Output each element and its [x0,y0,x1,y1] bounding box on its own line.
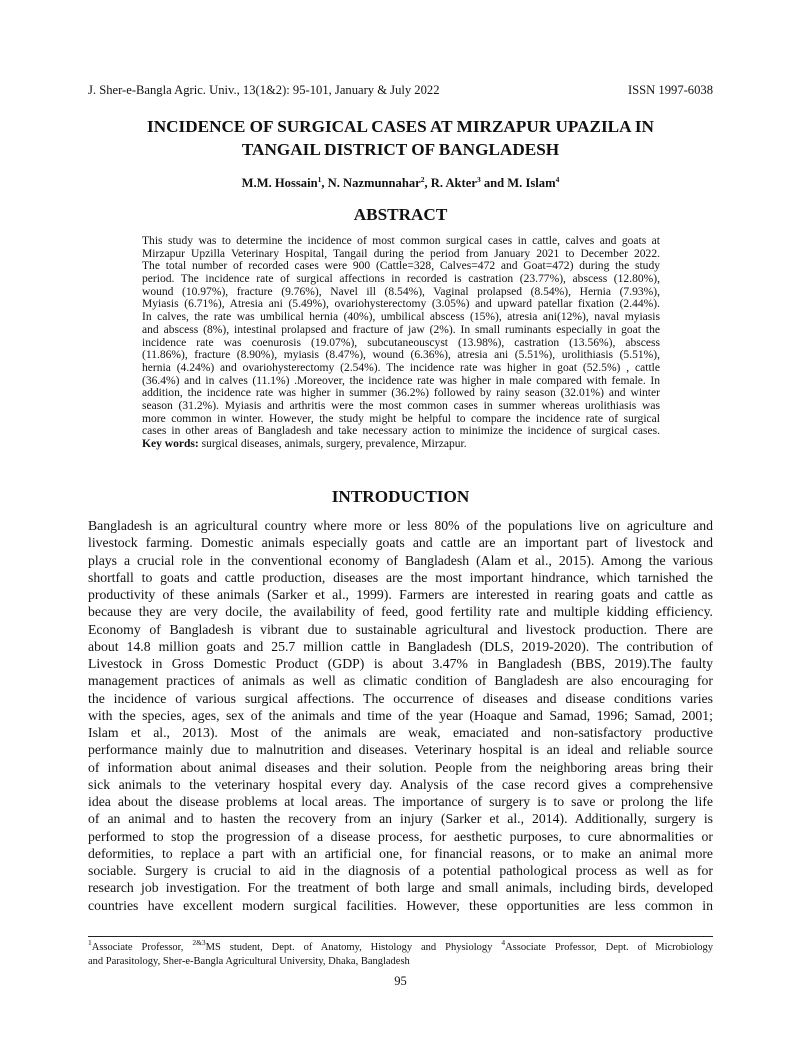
introduction-line: livestock farming. Domestic animals especially goats and cattle are an important part of livestock and [88,535,713,551]
introduction-line: research job investigation. For the treatment of both large and small animals, including birds, developed [88,880,713,896]
abstract-line: wound (10.97%), fracture (9.76%), Navel ill (8.54%), Vaginal prolapsed (8.54%), Hernia (7.93%), [142,285,660,298]
footnote-text: MS student, Dept. of Anatomy, Histology and Physiology [205,942,502,953]
author-affiliation-mark: 2 [420,175,425,184]
abstract-line: The total number of recorded cases were 900 (Cattle=328, Calves=472 and Goat=472) during the study [142,260,660,273]
abstract-line: addition, the incidence rate was higher in summer (36.2%) followed by rainy season (32.01%) and winter [142,387,660,400]
abstract-line: (36.4%) and in calves (11.1%) .Moreover, the incidence rate was higher in male compared with female. In [142,374,660,387]
introduction-line: the incidence of various surgical affections. The occurrence of diseases and disease conditions varies [88,690,713,706]
issn-label: ISSN 1997-6038 [627,83,713,97]
keywords-line [142,438,660,451]
footnote-text: Associate Professor, [91,942,193,953]
abstract-line: hernia (4.24%) and ovariohysterectomy (2.54%). The incidence rate was higher in goat (52.5%) , cattle [142,361,660,374]
introduction-line: countries have excellent modern surgical facilities. However, these opportunities are less common in [88,897,713,913]
footnote-text: Associate Professor, Dept. of Microbiology [505,942,714,953]
abstract-heading: ABSTRACT [353,205,448,224]
introduction-line: Bangladesh is an agricultural country where more or less 80% of the populations live on agriculture and [88,518,713,533]
introduction-line: idea about the disease problems at local areas. The importance of surgery is to save or prolong the life [88,794,713,809]
introduction-line: productivity of these animals (Sarker et al., 1999). Farmers are interested in rearing goats and cattle as [88,587,713,602]
footnote-line-2: and Parasitology, Sher-e-Bangla Agricultural University, Dhaka, Bangladesh [88,955,410,967]
abstract-line: cases in other areas of Bangladesh and take necessary action to minimize the incidence of surgical cases. [142,425,660,438]
abstract-line: incidence rate was coenurosis (19.07%), subcutaneouscyst (13.98%), castration (13.56%), abscess [142,336,660,349]
introduction-line: sociable. Surgery is crucial to aid in the diagnosis of a potential pathological process as well as for [88,863,713,878]
title-line-1: INCIDENCE OF SURGICAL CASES AT MIRZAPUR UPAZILA IN [147,117,654,136]
affiliation-mark: 2&3 [192,938,206,947]
introduction-line: shortfall to goats and cattle production, diseases are the most important hindrance, which tarnished the [88,569,713,585]
author-separator: , [424,176,431,190]
author-name: M.M. Hossain [241,176,318,190]
affiliation-footnote [88,938,714,968]
introduction-line: of an animal and to hasten the recovery from an injury (Sarker et al., 2014). Additionally, surgery is [88,811,713,827]
abstract-line: This study was to determine the incidence of most common surgical cases in cattle, calves and goats at [142,235,660,247]
abstract-line: and abscess (8%), intestinal prolapsed and fracture of jaw (2%). In small ruminants especially in goat the [142,323,660,336]
paper-title [88,115,713,161]
affiliation-mark: 1 [88,938,92,947]
author-affiliation-mark: 3 [476,175,481,184]
page-number: 95 [394,974,407,988]
abstract-line: more common in winter. However, the study might be helpful to compare the incidence rate of surgical [142,412,660,425]
introduction-line: Livestock in Gross Domestic Product (GDP) is about 3.47% in Bangladesh (BBS, 2019).The faulty [88,656,713,671]
introduction-line: sick animals to the veterinary hospital every day. Analysis of the case record gives a comprehensive [88,776,713,792]
author-affiliation-mark: 1 [317,175,322,184]
introduction-line: plays a crucial role in the conventional economy of Bangladesh (Alam et al., 2015). Among the various [88,552,713,568]
abstract-line: In calves, the rate was umbilical hernia (40%), umbilical abscess (15%), atresia ani(12%), naval myiasis [142,311,660,324]
abstract-body [142,235,660,451]
keywords-text: surgical diseases, animals, surgery, prevalence, Mirzapur. [201,438,467,450]
author-list [88,176,713,191]
abstract-line: Myiasis (6.71%), Atresia ani (5.49%), ovariohysterectomy (3.05%) and upward patellar fixation (2.44%). [142,298,660,311]
abstract-line: period. The incidence rate of surgical affections in recorded is castration (23.77%), abscess (12.80%), [142,273,660,286]
journal-citation: J. Sher-e-Bangla Agric. Univ., 13(1&2): 95-101, January & July 2022 [88,83,440,97]
introduction-heading: INTRODUCTION [331,487,470,506]
abstract-line: season (31.2%). Myiasis and arthritis were the most common cases in summer whereas urolithiasis was [142,399,660,412]
introduction-line: with the species, ages, sex of the animals and time of the year (Hoaque and Samad, 1996; Samad, 2001; [88,707,713,723]
footnote-divider [88,936,713,937]
introduction-line: performance mainly due to malnutrition and diseases. Veterinary hospital is an ideal and reliable source [88,742,713,758]
abstract-line: (11.86%), fracture (8.90%), myiasis (8.47%), wound (6.36%), atresia ani (5.51%), urolithiasis (5.51%), [142,349,660,362]
author-separator: and [480,176,508,190]
introduction-line: deformities, to replace a part with an artificial one, for financial reasons, or to make an animal more [88,845,713,861]
introduction-line: Economy of Bangladesh is vibrant due to sustainable agricultural and livestock production. There are [88,621,713,637]
author-name: N. Nazmunnahar [327,176,421,190]
introduction-line: management practices of animals as well as climatic condition of Bangladesh are also encouraging for [88,673,713,689]
author-name: M. Islam [507,176,556,190]
introduction-line: of information about animal diseases and their solution. People from the neighboring areas bring their [88,759,713,775]
title-line-2: TANGAIL DISTRICT OF BANGLADESH [241,140,560,159]
introduction-line: because they are very docile, the availability of feed, good fertility rate and multiple kidding efficiency. [88,604,713,620]
introduction-line: about 14.8 million goats and 25.7 million cattle in Bangladesh (DLS, 2019-2020). The contribution of [88,638,713,654]
author-name: R. Akter [430,176,477,190]
author-separator: , [321,176,328,190]
affiliation-mark: 4 [501,938,506,947]
abstract-line: Mirzapur Upzilla Veterinary Hospital, Tangail during the period from January 2021 to December 2022. [142,247,660,260]
introduction-line: performed to stop the progression of a disease process, for aesthetic purposes, to cure abnormalities or [88,828,713,844]
introduction-body [88,517,713,914]
author-affiliation-mark: 4 [555,175,560,184]
introduction-line: Islam et al., 2013). Most of the animals are weak, emaciated and non-satisfactory productive [88,725,713,740]
keywords-label: Key words: [142,438,199,450]
footnote-line-1 [88,938,714,955]
